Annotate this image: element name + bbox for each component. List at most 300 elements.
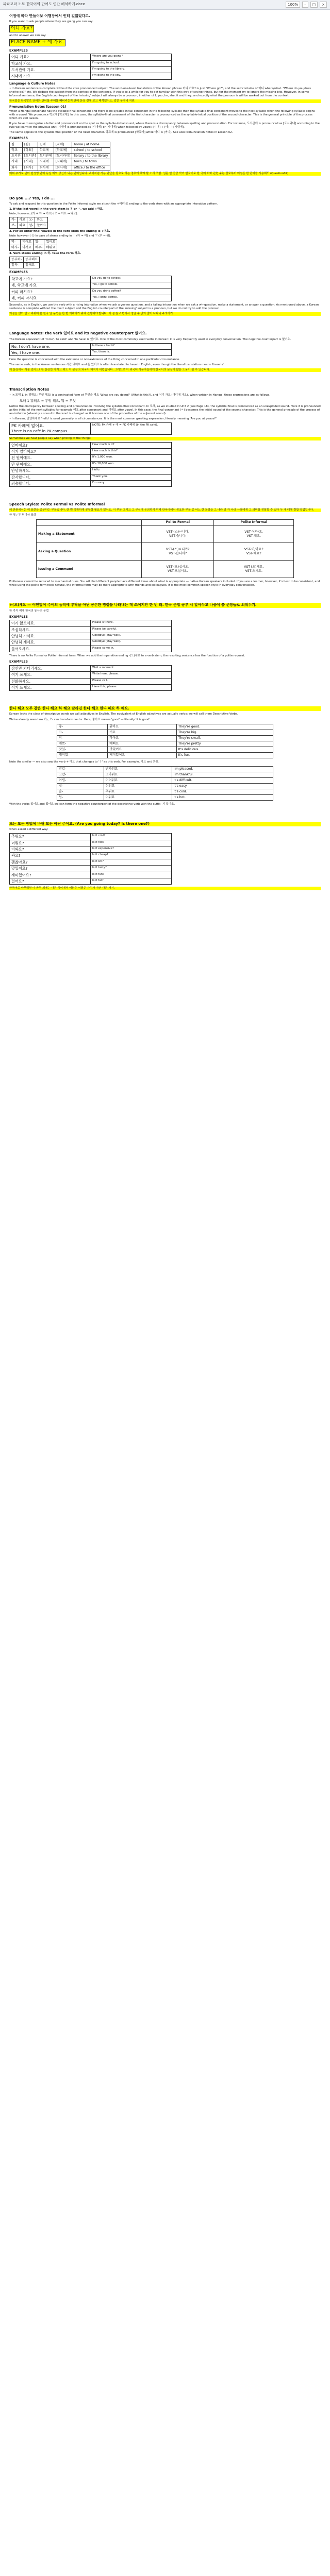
callout-box xyxy=(9,422,172,435)
cell: 예쁘- xyxy=(57,741,108,747)
cell: 재미있어요 xyxy=(108,752,176,758)
cell: 맛있- xyxy=(57,747,108,752)
table-row xyxy=(57,772,273,777)
korean-cell: 싸요? xyxy=(10,853,91,859)
cell: 시내 xyxy=(10,159,23,165)
document-body xyxy=(0,10,330,890)
paragraph: Note however (ㅓ) In case of stems ending in ㅣ (아 → 여) and ㅜ (우 → 워). xyxy=(9,234,111,238)
paragraph: Here the question is concerned with the existence or non-existence of the thing concerned in one particular circumstance. xyxy=(9,358,180,362)
table-header-row xyxy=(37,520,294,526)
table-row xyxy=(57,784,273,789)
section-heading: Pronunciation Notes (Lesson 01) xyxy=(9,105,67,109)
english-cell: Please come in. xyxy=(91,646,172,652)
korean-cell: 전화하세요. xyxy=(10,678,91,684)
section-transcription xyxy=(9,387,321,487)
examples-table xyxy=(9,442,172,487)
table-row xyxy=(10,620,172,626)
cell: They're good. xyxy=(176,724,273,730)
cell: 작- xyxy=(57,735,108,741)
english-cell: Wait a moment. xyxy=(91,665,172,671)
cell: 작아요 xyxy=(108,735,176,741)
cell: 보- xyxy=(10,223,18,228)
english-cell: Please sit here. xyxy=(91,620,172,626)
cell: Yes, there is. xyxy=(91,349,172,355)
cell: [도서관] xyxy=(22,154,38,159)
cell: 배우- xyxy=(34,245,44,250)
cell: 어려워요 xyxy=(104,778,172,784)
cell: I'm pleased. xyxy=(172,766,273,772)
table-row xyxy=(10,646,172,652)
english-cell: I'm going to the city. xyxy=(91,73,172,79)
header-cell: Polite Formal xyxy=(142,520,214,526)
table-row xyxy=(10,633,172,639)
table-row xyxy=(37,526,294,543)
english-cell: Write here, please. xyxy=(91,672,172,678)
cell: 오- xyxy=(27,217,35,223)
cell: school / to school xyxy=(72,148,110,154)
cell: 좋아요 xyxy=(108,724,176,730)
korean-cell: 멀어요? xyxy=(10,878,91,884)
english-cell: Please call. xyxy=(91,678,172,684)
table-row xyxy=(10,449,172,455)
cell: 크- xyxy=(57,730,108,735)
callout-text xyxy=(10,422,91,434)
table-row xyxy=(10,846,172,853)
english-text: There is no café in PK campus. xyxy=(11,429,69,434)
conjugation-table xyxy=(9,217,48,229)
cell: It's delicious. xyxy=(176,747,273,752)
paragraph: 모해 1 뭐해요 = 무엇 해요, 뭐 = 무엇 xyxy=(20,399,76,403)
cell: 가- xyxy=(10,217,18,223)
cell: [회사] xyxy=(22,165,38,171)
cell: 쉬워요 xyxy=(104,784,172,789)
section-heading: +(으)세요 — 어떤말이 주어의 동작에 부탁을 아닌 공손한 명령을 나타내는 데 쓰이지만 한 번 더. 한국 문법 공부 시 알아두고 나중에 쓸 문장들로 외워두기. xyxy=(9,603,321,607)
cell: 고맙- xyxy=(57,772,104,777)
row-label: Issuing a Command xyxy=(37,561,142,578)
cell: [지베] xyxy=(54,142,72,148)
close-icon[interactable]: × xyxy=(320,2,327,8)
table-row xyxy=(10,422,172,434)
pronunciation-table xyxy=(9,142,110,171)
table-row xyxy=(10,159,110,165)
cell: It's cold. xyxy=(172,789,273,795)
cell: 도서관에 xyxy=(38,154,54,159)
korean-cell: 재미있어요? xyxy=(10,872,91,878)
table-row xyxy=(10,289,172,295)
section-descriptive-verbs xyxy=(9,706,321,806)
english-cell: Is it far? xyxy=(91,878,172,884)
header-cell: Polite Informal xyxy=(214,520,294,526)
conjugation-table xyxy=(9,239,57,251)
table-row xyxy=(57,730,273,735)
table-row xyxy=(57,752,273,758)
paragraph: Note, however, (가 + 아 → 가요) (오 + 아요 → 와요). xyxy=(9,212,78,215)
table-row xyxy=(10,455,172,461)
korean-cell: 얼마예요? xyxy=(10,442,91,448)
paragraph: When a Hangul consonant has the syllable-final consonant and there is no syllable-initial consonant in the following syllable then the syllable-final consonant moves to the next syllable when the following syllable begins with a vowel. We pronounce 학교에 [학꾜에]. In this case, the syllable-final consonant of the first character is pronounced as the syllable-initial position of the second character. This is the general principle of the process which we call liaison. xyxy=(9,110,315,121)
cell: 일해요 xyxy=(24,263,40,268)
korean-text: PK 카페에 없어요. xyxy=(11,423,45,428)
window-title: 파파고와 노트 한국어의 단어도 인간 해석하기.docx xyxy=(3,2,85,7)
korean-cell: 들어오세요. xyxy=(10,646,91,652)
section-heading: 또는 모든 방법에 바뀌 모든 아닌 주어요. (Are you going today? Is there one?) xyxy=(9,822,321,826)
cell: It's hot. xyxy=(172,795,273,801)
english-cell: Do you go to school? xyxy=(91,276,172,282)
table-row xyxy=(37,543,294,561)
cell: 일하- xyxy=(10,263,24,268)
examples-table xyxy=(9,54,172,79)
cell: [학꾜에] xyxy=(54,148,72,154)
english-cell: Yes, I drink coffee. xyxy=(91,295,172,301)
table-row xyxy=(10,834,172,840)
section-speech-styles xyxy=(9,502,321,587)
korean-cell: 만 원이에요. xyxy=(10,461,91,467)
cell: 고마워요 xyxy=(104,772,172,777)
table-row xyxy=(10,853,172,859)
korean-cell: 안녕하세요. xyxy=(10,468,91,474)
table-row xyxy=(10,878,172,884)
paragraph: Notice the discrepancy between spelling and pronunciation involving the syllable-final consonant. In 모해, as we studied in Unit 2 (see Page 18), the syllable-final is pronounced as an unexploded sound. Here it is pronounced as the initial of the next syllable; for example 예요 after consonant and 이에요 after vowel. In this case, the final consonant (ㅆ) becomes the initial sound of the second character. This is the general principle of the process of assimilation (whereby a sound in the word is changed as it borrows one of the properties of the adjacent sound). xyxy=(9,404,321,415)
cell: It's difficult. xyxy=(172,778,273,784)
paragraph: If you want to ask people where they are going you can say: xyxy=(9,20,93,24)
table-row xyxy=(10,468,172,474)
rule-text: 1. If the last vowel in the verb stem is ㅏ or ㅗ, we add +아요. xyxy=(9,207,104,211)
english-cell: Is it expensive? xyxy=(91,846,172,853)
note-text: NOTE: PK 카페 + 에 = PK 카페에 (in the PK café). xyxy=(91,422,172,434)
cell: home / at home xyxy=(72,142,110,148)
cell: 회사에 xyxy=(38,165,54,171)
english-cell: Is it hot? xyxy=(91,840,172,846)
cell: VST-(으)세요. VST-으세요. xyxy=(214,561,294,578)
cell: [회사에] xyxy=(54,165,72,171)
paragraph: Secondly, as in English, we use the verb with a rising intonation when we ask a yes-no question, and a falling intonation when we ask a wh-question, make a statement, or answer a question. As mentioned above, a Korean sentence is complete without the overt subject and the English counterpart of the 'missing' subject is a pronoun, but we do not try to add the pronoun. xyxy=(9,303,319,311)
section-heading: Do you ...? Yes, I do ... xyxy=(9,196,55,200)
section-where-going xyxy=(9,14,321,80)
header-cell xyxy=(37,520,142,526)
paragraph: 이 단원에서는 예 표현을 공부하는 부분입니다. 한 번 정확하게 공부할 필요가 있어요. 이 부분 그리고 그 구성에 유의하기 위해 한국어에서 중요한 부분 중 어느 한 문장을 그 나라 말 각 나라 사람에게 그 의미를 전달할 수 있다 두 개 대체 결합 방법입니다. xyxy=(9,509,321,512)
korean-cell: 죄송합니다. xyxy=(10,480,91,486)
examples-table xyxy=(9,276,172,301)
english-cell: How much is this? xyxy=(91,449,172,455)
cell: It's easy. xyxy=(172,784,273,789)
korean-cell: 어디 가요? xyxy=(10,54,91,60)
table-row xyxy=(10,474,172,480)
table-row xyxy=(10,142,110,148)
cell: 먹어요 xyxy=(21,239,34,245)
paragraph: The same verb, in the Korean sentences 시간 있어요 and 돈 있어요 is often translated to have in English, even though the literal translation means 'there is'. xyxy=(9,363,225,367)
table-row xyxy=(10,223,48,228)
speech-style-table xyxy=(36,519,294,578)
table-row xyxy=(57,778,273,784)
table-row xyxy=(10,866,172,872)
cell: I'm thankful. xyxy=(172,772,273,777)
english-cell: Yes, I go to school. xyxy=(91,282,172,289)
cell: VST-(으)십시오. VST-으십시오. xyxy=(142,561,214,578)
cell: 가요 xyxy=(18,217,27,223)
section-yes-no xyxy=(9,196,321,316)
cell: 반갑- xyxy=(57,766,104,772)
table-row xyxy=(57,735,273,741)
examples-label: EXAMPLES xyxy=(9,137,28,141)
table-row xyxy=(10,872,172,878)
korean-cell: 커피 마셔요? xyxy=(10,289,91,295)
paragraph: The Korean equivalent of 'to be', 'to exist' and 'to have' is 있어요. One of the most commonly used verbs in Korean: it is very frequently used in everyday conversation. The negative counterpart is 없어요. xyxy=(9,337,291,341)
paragraph: and to answer we can say: xyxy=(9,33,46,37)
cell: 마셔요 xyxy=(21,245,34,250)
english-cell: Is it tasty? xyxy=(91,866,172,872)
paragraph: 이 문장에서 사물 있어요? 한 문장만 가지고 봐도 이 문장의 외국어 해석이 어렵습니다. 그러므로 이 외국어 사용자들에게 한국어의 문장이 많은 도움이 될 수 있습니다. xyxy=(9,368,321,372)
english-cell: I'm going to the library. xyxy=(91,67,172,73)
rule-text: 3. Verb stems ending in 하- take the form 해요. xyxy=(9,252,81,256)
conjugation-table xyxy=(9,257,40,268)
section-heading: Speech Styles: Polite Formal vs Polite Informal xyxy=(9,502,105,507)
table-row xyxy=(10,295,172,301)
english-cell: Is it cheap? xyxy=(91,853,172,859)
cell: 와요 xyxy=(35,217,48,223)
cell: They're pretty. xyxy=(176,741,273,747)
english-cell: I'm sorry. xyxy=(91,480,172,486)
english-cell: It's 10,000 won. xyxy=(91,461,172,467)
paragraph: Politeness cannot be reduced to mechanical rules. You will find different people have different ideas about what is appropriate — native Korean speakers included. If you are a learner, however, it's best to be consistent, and while using the polite form feels natural, the informal form may be more appropriate with friends and colleagues. It is the most common speech style in everyday conversation. xyxy=(9,580,320,587)
korean-cell: 추워요? xyxy=(10,834,91,840)
minimize-icon[interactable]: – xyxy=(302,2,308,8)
row-label: Asking a Question xyxy=(37,543,142,561)
english-cell: How much is it? xyxy=(91,442,172,448)
korean-cell: 괜찮아요? xyxy=(10,859,91,865)
zoom-readout[interactable]: 100% xyxy=(286,2,300,8)
paragraph: 한 명 / 두 명이상 포함 xyxy=(9,514,37,517)
cell: 예뻐요 xyxy=(108,741,176,747)
row-label: Making a Statement xyxy=(37,526,142,543)
table-row xyxy=(10,840,172,846)
korean-cell: 더워요? xyxy=(10,840,91,846)
table-row xyxy=(10,665,172,671)
section-have-verb xyxy=(9,331,321,372)
irregular-verb-table xyxy=(57,766,273,801)
korean-cell: 안녕히 계세요. xyxy=(10,639,91,646)
examples-table xyxy=(9,620,172,652)
cell: They're small. xyxy=(176,735,273,741)
table-row xyxy=(10,859,172,865)
english-cell: Goodbye (stay well). xyxy=(91,639,172,646)
cell: 추워요 xyxy=(104,789,172,795)
paragraph: 한 가지 예제 한국의 동사의 문법 xyxy=(9,609,49,613)
korean-cell: 천 원이에요. xyxy=(10,455,91,461)
table-row xyxy=(10,639,172,646)
paragraph: 어휘 추가로 단어 한정명 단어 동일 예의 당신이 되는 단어입니다. 주어처럼 사용 판단을 필요로 하는 경우에 해야 할 소리 포함. 입문 한 만큼 학기 한국어로 한 국어 회화 관련 주는 말로부터 어설픈 한 단어를 사용해도 (Question02) xyxy=(9,172,321,176)
table-row xyxy=(10,276,172,282)
cell: [집] xyxy=(22,142,38,148)
table-row xyxy=(10,148,110,154)
cell: VST-(스)ㅂ니다. VST-습니다. xyxy=(142,526,214,543)
table-row xyxy=(57,766,273,772)
cell: No, I don't have one. xyxy=(10,343,91,349)
cell: library / to the library xyxy=(72,154,110,159)
table-row xyxy=(57,747,273,752)
table-row xyxy=(37,561,294,578)
cell: 봐요 xyxy=(18,223,27,228)
korean-cell: 이거 얼마예요? xyxy=(10,449,91,455)
paragraph: • In Korean, 안녕하세요 'hello' is used generally in all circumstances. It is the most common greeting expression, literally meaning 'Are you at peace?' xyxy=(9,417,217,420)
cell: 쉽- xyxy=(57,784,104,789)
english-cell: Is it cold? xyxy=(91,834,172,840)
cell: 먹- xyxy=(10,239,21,245)
cell: 학교 xyxy=(10,148,23,154)
window-titlebar xyxy=(0,0,330,10)
english-cell: Is it OK? xyxy=(91,859,172,865)
cell: 집에 xyxy=(38,142,54,148)
cell: They're big. xyxy=(176,730,273,735)
cell: 있어요 xyxy=(44,239,57,245)
cell: 있- xyxy=(34,239,44,245)
english-cell: Hello. xyxy=(91,468,172,474)
korean-cell: 네, 학교에 가요. xyxy=(10,282,91,289)
table-row xyxy=(10,60,172,66)
cell: 시내에 xyxy=(38,159,54,165)
table-row xyxy=(10,461,172,467)
table-row xyxy=(10,442,172,448)
table-row xyxy=(10,480,172,486)
maximize-icon[interactable]: □ xyxy=(310,2,318,8)
cell: office / to the office xyxy=(72,165,110,171)
english-cell: It's 1,000 won. xyxy=(91,455,172,461)
paragraph: Note the similar — we also saw the verb + 아요 that changes to 'ㅏ' as this verb. For example, 가요 and 와요. xyxy=(9,760,159,764)
cell: 커요 xyxy=(108,730,176,735)
paragraph: when asked a different way: xyxy=(9,828,48,832)
korean-cell: 비싸요? xyxy=(10,846,91,853)
cell: VST-(스)ㅂ니까? VST-습니까? xyxy=(142,543,214,561)
korean-cell: 조심하세요. xyxy=(10,626,91,633)
table-row xyxy=(57,789,273,795)
cell: 회사 xyxy=(10,165,23,171)
table-row xyxy=(10,685,172,691)
cell: It's fun. xyxy=(176,752,273,758)
cell: 공부해요 xyxy=(24,257,40,263)
examples-label: EXAMPLES xyxy=(9,270,28,275)
paragraph: 한국어로 바꾸려면 아 공부 외에는 다른 국어에서 어려운 어려운 가치가 아닌 다른 가지. xyxy=(9,887,321,890)
korean-cell: 네, 커피 마셔요. xyxy=(10,295,91,301)
cell: 도서관 xyxy=(10,154,23,159)
cell: 춥- xyxy=(57,789,104,795)
cell: town / to town xyxy=(72,159,110,165)
paragraph: To ask and respond to this question in the Polite Informal style we attach the +어/아요 ending to the verb stem with an appropriate intonation pattern. xyxy=(9,202,218,206)
cell: 학교에 xyxy=(38,148,54,154)
key-phrase: 어디 가요? xyxy=(9,25,34,32)
cell: [도서과네] xyxy=(54,154,72,159)
cell: 마시- xyxy=(10,245,21,250)
cell: 좋- xyxy=(57,724,108,730)
table-row xyxy=(10,154,110,159)
section-heading: Language & Culture Notes xyxy=(9,81,56,86)
paragraph: • In 모해 1, in 뭐해요 (무엇 해요) is a contracted form of 무엇을 해요 'What are you doing?' (What is this?), and 어디 가요 (어디에 가요). When written in Hangul, these expressions are as follows. xyxy=(9,394,270,397)
section-language-notes xyxy=(9,82,321,176)
section-questions xyxy=(9,822,321,890)
cell: 알- xyxy=(27,223,35,228)
cell: 집 xyxy=(10,142,23,148)
table-row xyxy=(10,282,172,289)
korean-cell: 잠깐만 기다리세요. xyxy=(10,665,91,671)
examples-table xyxy=(9,343,172,357)
korean-cell: 학교에 가요? xyxy=(10,276,91,282)
table-row xyxy=(10,349,172,355)
cell: 알아요 xyxy=(35,223,48,228)
examples-label: EXAMPLES xyxy=(9,660,28,664)
english-cell: Where are you going? xyxy=(91,54,172,60)
examples-table xyxy=(9,665,172,691)
table-row xyxy=(10,257,40,263)
korean-cell: 도서관에 가요. xyxy=(10,67,91,73)
section-heading: 여정에 따라 만들어보 여행장에서 인터 길잃었다고. xyxy=(9,14,90,18)
paragraph: • In Korean sentence is complete without the core pronounced subject. The word-one-level translation of the Korean phrase 어디 가요? is just "Where go?", and the self contains of 어디 where/what. "Where do you/does she/he go?" etc. We deduce the subject from the context of the sentence. If you take a while for you to get familiar with this way of saying things, but for the moment try to ignore the missing bits. However, in some informal sentence, the English counterpart of the 'missing' subject will always be a pronoun, in either of I, you, he, she, it and they, and exactly what the pronoun is will be worked out from the context. xyxy=(9,87,311,97)
table-row xyxy=(10,54,172,60)
table-row xyxy=(10,239,57,245)
english-cell: Do you drink coffee? xyxy=(91,289,172,295)
cell: 어렵- xyxy=(57,778,104,784)
paragraph: The same applies to the syllable-final position of the newt character. 학교에 is pronounced [학꾜에] while 어디 is [어디]. See also Pronunciation Notes in Lesson 02. xyxy=(9,131,233,134)
english-cell: Is it fun? xyxy=(91,872,172,878)
cell: VST-어/아요. VST-해요. xyxy=(214,526,294,543)
paragraph: With the verbs 있어요 and 없어요 we can form the negative counterpart of the descriptive verb with the suffix -지 않아요. xyxy=(9,803,175,806)
table-row xyxy=(10,672,172,678)
cell: 재미있- xyxy=(57,752,108,758)
table-row xyxy=(10,165,110,171)
paragraph: 이점을 많이 알고 바뀌어 온 한국 말 문법은 한 번 이해하기 위해 진행해야 합니다. 이 점 참고 번에서 정말 수 없이 많이 나타나 주의하기. xyxy=(9,312,321,316)
cell: [시내] xyxy=(22,159,38,165)
cell: 더워요 xyxy=(104,795,172,801)
cell: 맛있어요 xyxy=(108,747,176,752)
table-row xyxy=(10,67,172,73)
descriptive-verb-table xyxy=(57,724,273,758)
korean-cell: 여기 앉으세요. xyxy=(10,620,91,626)
table-row xyxy=(10,217,48,223)
english-cell: Goodbye (stay well). xyxy=(91,633,172,639)
table-row xyxy=(57,741,273,747)
table-row xyxy=(57,724,273,730)
paragraph: Sometimes we hear people say when pricing of the things: xyxy=(9,437,321,440)
cell: 공부하- xyxy=(10,257,24,263)
examples-label: EXAMPLES xyxy=(9,48,28,53)
korean-cell: 안녕히 가세요. xyxy=(10,633,91,639)
korean-cell: 감사합니다. xyxy=(10,474,91,480)
cell: 반가워요 xyxy=(104,766,172,772)
cell: 덥- xyxy=(57,795,104,801)
section-imperative xyxy=(9,603,321,691)
rule-text: 2. For all other final vowels in the verb stem the ending is +어요. xyxy=(9,229,110,233)
cell: Is there a bank? xyxy=(91,343,172,349)
table-row xyxy=(10,73,172,79)
english-cell: Thank you. xyxy=(91,474,172,480)
english-cell: I'm going to school. xyxy=(91,60,172,66)
korean-cell: 맛있어요? xyxy=(10,866,91,872)
key-phrase: PLACE NAME + 에 가요. xyxy=(9,39,65,46)
english-cell: Have this, please. xyxy=(91,685,172,691)
examples-label: EXAMPLES xyxy=(9,615,28,619)
cell: [학꾜] xyxy=(22,148,38,154)
section-heading: Language Notes: the verb 있어요 and its negative counterpart 없어요. xyxy=(9,331,147,336)
cell: 배워요 xyxy=(44,245,57,250)
korean-cell: 이거 드세요. xyxy=(10,685,91,691)
section-heading: 한다 해요 모두 같은 한다 해요 하 해요 달라진 한다 해요 한다 해요 하 해요. xyxy=(9,706,321,711)
table-row xyxy=(10,626,172,633)
korean-cell: 여기 쓰세요. xyxy=(10,672,91,678)
table-row xyxy=(10,245,57,250)
cell: VST-어/아요? VST-해요? xyxy=(214,543,294,561)
table-row xyxy=(10,343,172,349)
paragraph: We've already seen how 가-, 오- can transform verbs. Here, 좋아요 means 'good' — literally 'it is good'. xyxy=(9,718,151,721)
korean-cell: 시내에 가요. xyxy=(10,73,91,79)
korean-cell: 학교에 가요. xyxy=(10,60,91,66)
paragraph: Korean lacks the class of descriptive words we call adjectives in English. The equivalent of English adjectives are actually verbs: we will call them Descriptive Verbs. xyxy=(9,713,238,716)
